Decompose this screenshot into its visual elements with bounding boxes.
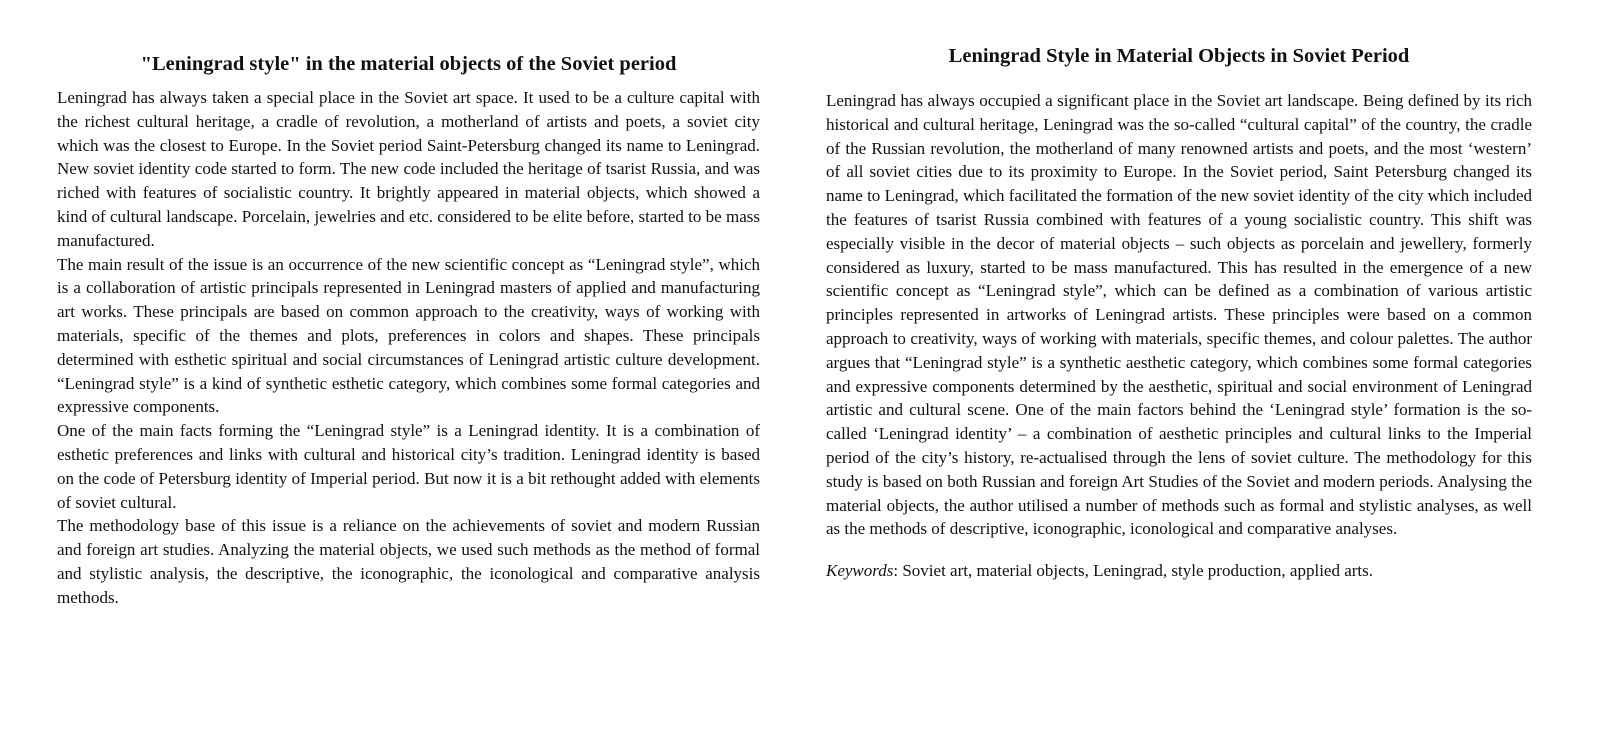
left-title: "Leningrad style" in the material objects of the Soviet period [140, 53, 677, 75]
russian-abstract-column [57, 0, 760, 610]
left-paragraph-3: One of the main facts forming the “Leningrad style” is a Leningrad identity. It is a combination of esthetic preferences and links with cultural and historical city’s tradition. Leningrad identity is based on the code of Petersburg identity of Imperial period. But now it is a bit rethought added with elements of soviet cultural. [57, 421, 760, 512]
left-paragraph-2: The main result of the issue is an occurrence of the new scientific concept as “Leningrad style”, which is a collaboration of artistic principals represented in Leningrad masters of applied and manufacturing art works. These principals are based on common approach to the creativity, ways of working with materials, specific of the themes and plots, preferences in colors and shapes. These principals determined with esthetic spiritual and social circumstances of Leningrad artistic culture development. “Leningrad style” is a kind of synthetic esthetic category, which combines some formal categories and expressive components. [57, 254, 760, 417]
keywords-line [826, 559, 1532, 583]
right-title: Leningrad Style in Material Objects in Soviet Period [948, 45, 1410, 67]
right-paragraph-1: Leningrad has always occupied a significant place in the Soviet art landscape. Being defined by its rich historical and cultural heritage, Leningrad was the so-called “cultural capital” of the country, the cradle of the Russian revolution, the motherland of many renowned artists and poets, and the most ‘western’ of all soviet cities due to its proximity to Europe. In the Soviet period, Saint Petersburg changed its name to Leningrad, which facilitated the formation of the new soviet identity of the city which included the features of tsarist Russia combined with features of a young socialistic country. This shift was especially visible in the decor of material objects – such objects as porcelain and jewellery, formerly considered as luxury, started to be mass manufactured. This has resulted in the emergence of a new scientific concept as “Leningrad style”, which can be defined as a combination of various artistic principles represented in artworks of Leningrad artists. These principles were based on a common approach to creativity, ways of working with materials, specific themes, and colour palettes. The author argues that “Leningrad style” is a synthetic aesthetic category, which combines some formal categories and expressive components determined by the aesthetic, spiritual and social environment of Leningrad artistic and cultural scene. One of the main factors behind the ‘Leningrad style’ formation is the so-called ‘Leningrad identity’ – a combination of aesthetic principles and cultural links to the Imperial period of the city’s history, re-actualised through the lens of soviet culture. The methodology for this study is based on both Russian and foreign Art Studies of the Soviet and modern periods. Analysing the material objects, the author utilised a number of methods such as formal and stylistic analyses, as well as the methods of descriptive, iconographic, iconological and comparative analyses. [826, 91, 1532, 539]
left-paragraph-1: Leningrad has always taken a special place in the Soviet art space. It used to be a culture capital with the richest cultural heritage, a cradle of revolution, a motherland of artists and poets, a soviet city which was the closest to Europe. In the Soviet period Saint-Petersburg changed its name to Leningrad. New soviet identity code started to form. The new code included the heritage of tsarist Russia, and was riched with features of socialistic country. It brightly appeared in material objects, which showed a kind of cultural landscape. Porcelain, jewelries and etc. considered to be elite before, started to be mass manufactured. [57, 88, 760, 250]
english-abstract-column [826, 0, 1532, 583]
left-paragraph-4: The methodology base of this issue is a reliance on the achievements of soviet and modern Russian and foreign art studies. Analyzing the material objects, we used such methods as the method of formal and stylistic analysis, the descriptive, the iconographic, the iconological and comparative analysis methods. [57, 516, 760, 607]
keywords-text: : Soviet art, material objects, Leningrad, style production, applied arts. [893, 561, 1374, 581]
keywords-label: Keywords [826, 561, 894, 581]
